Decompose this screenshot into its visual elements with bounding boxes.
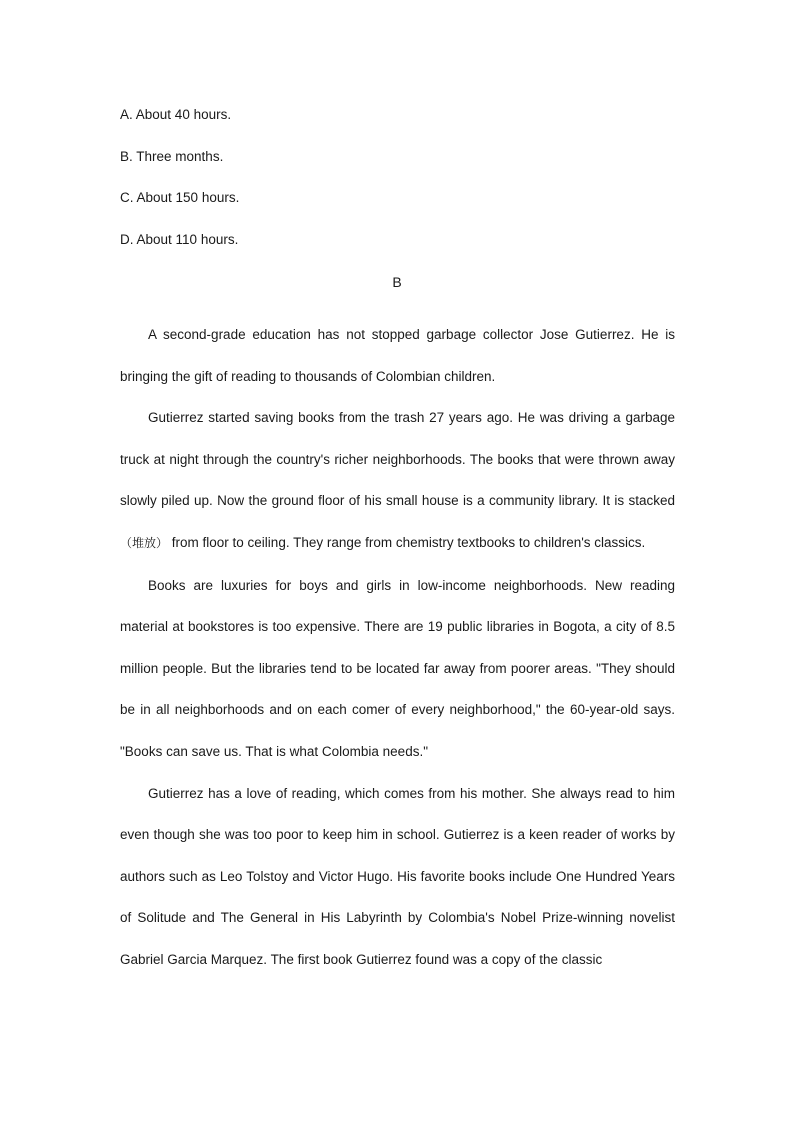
option-c-text: About 150 hours. <box>136 190 240 205</box>
paragraph-2-before: Gutierrez started saving books from the trash 27 years ago. He was driving a garbage truck at night through the country's richer neighborhoods. The books that were thrown away slowly piled up. Now the ground floor of his small house is a community library. It is stacked <box>120 410 675 509</box>
option-b <box>120 147 680 167</box>
paragraph-2-after: from floor to ceiling. They range from chemistry textbooks to children's classics. <box>171 534 646 550</box>
paragraph-2-gloss: （堆放） <box>120 535 169 550</box>
section-heading: B <box>392 274 402 290</box>
paragraph-4: Gutierrez has a love of reading, which comes from his mother. She always read to him even though she was too poor to keep him in school. Gutierrez is a keen reader of works by authors such as Leo Tolstoy and Victor Hugo. His favorite books include One Hundred Years of Solitude and The General in His Labyrinth by Colombia's Nobel Prize-winning novelist Gabriel Garcia Marquez. The first book Gutierrez found was a copy of the classic <box>120 785 675 967</box>
option-d <box>120 230 680 250</box>
option-c-letter: C. <box>120 190 134 205</box>
option-a <box>120 105 680 125</box>
option-d-letter: D. <box>120 231 134 247</box>
option-b-text: Three months. <box>136 148 224 164</box>
reading-passage <box>120 314 675 981</box>
option-d-text: About 110 hours. <box>136 231 239 247</box>
option-a-text: About 40 hours. <box>135 107 232 122</box>
option-c <box>120 188 680 208</box>
paragraph-2 <box>120 397 675 564</box>
paragraph-3: Books are luxuries for boys and girls in low-income neighborhoods. New reading material at bookstores is too expensive. There are 19 public libraries in Bogota, a city of 8.5 million people. But the libraries tend to be located far away from poorer areas. "They should be in all neighborhoods and on each comer of every neighborhood," the 60-year-old says. "Books can save us. That is what Colombia needs." <box>120 577 675 759</box>
option-a-letter: A. <box>120 107 133 122</box>
paragraph-1: A second-grade education has not stopped garbage collector Jose Gutierrez. He is bringing the gift of reading to thousands of Colombian children. <box>120 327 675 384</box>
answer-options <box>120 105 680 271</box>
option-b-letter: B. <box>120 148 133 164</box>
